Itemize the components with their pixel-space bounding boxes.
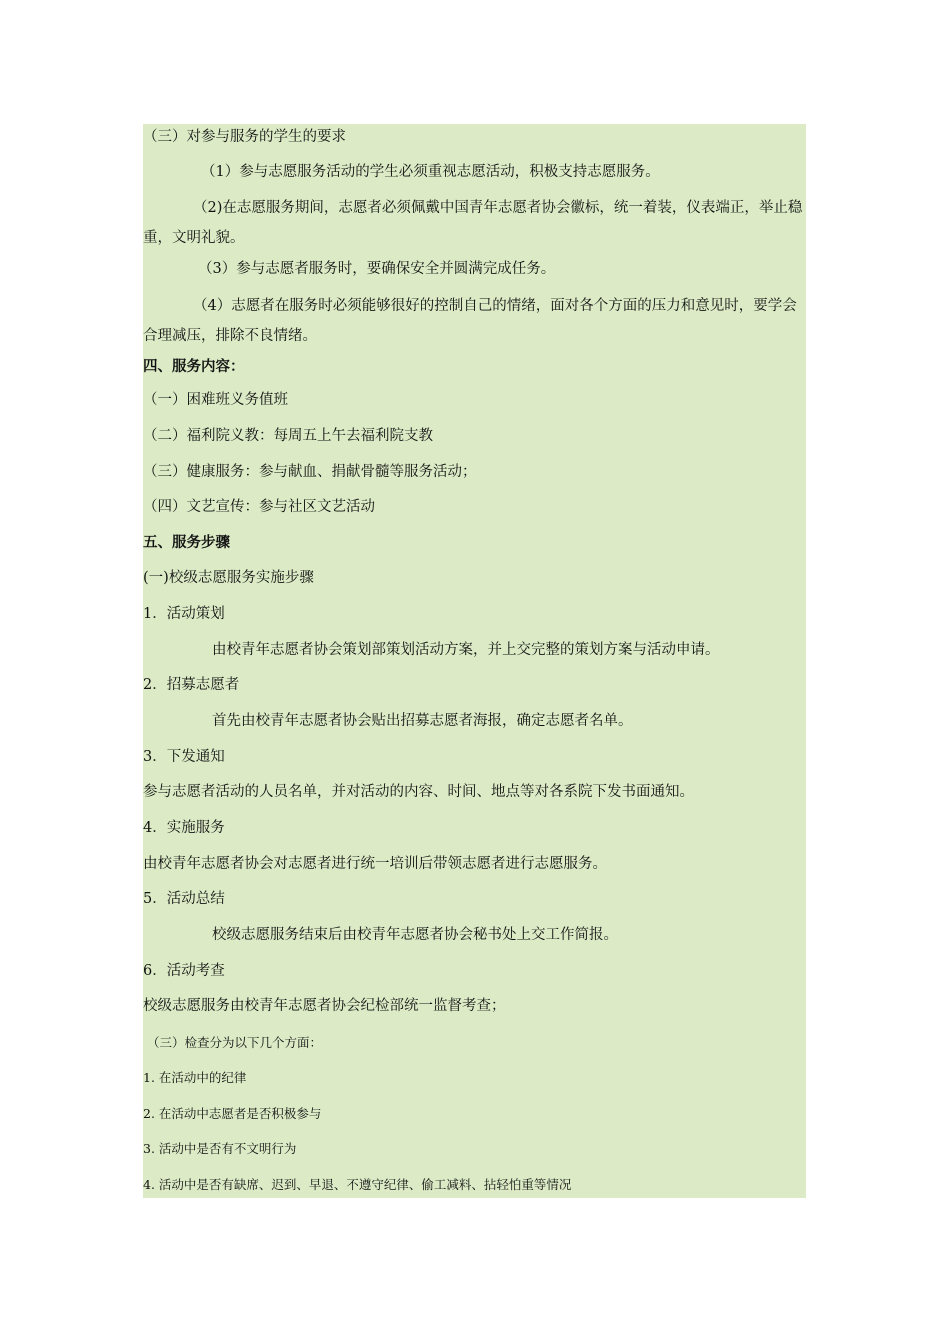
inspection-item: 3. 活动中是否有不文明行为 — [143, 1141, 297, 1156]
step-text: 由校青年志愿者协会对志愿者进行统一培训后带领志愿者进行志愿服务。 — [143, 856, 607, 872]
step-text: 首先由校青年志愿者协会贴出招募志愿者海报，确定志愿者名单。 — [212, 713, 633, 729]
inspection-heading: （三）检查分为以下几个方面： — [147, 1035, 323, 1050]
inspection-item: 2. 在活动中志愿者是否积极参与 — [143, 1106, 322, 1121]
requirement-item: （3）参与志愿者服务时，要确保安全并圆满完成任务。 — [198, 261, 556, 277]
step-title: 3．下发通知 — [143, 749, 225, 765]
steps-heading: 五、服务步骤 — [143, 534, 230, 551]
step-title: 2．招募志愿者 — [143, 677, 240, 693]
step-text: 参与志愿者活动的人员名单，并对活动的内容、时间、地点等对各系院下发书面通知。 — [143, 784, 694, 800]
step-text: 校级志愿服务结束后由校青年志愿者协会秘书处上交工作简报。 — [212, 927, 618, 943]
step-text: 由校青年志愿者协会策划部策划活动方案，并上交完整的策划方案与活动申请。 — [212, 642, 720, 658]
step-title: 4．实施服务 — [143, 820, 225, 836]
content-heading: 四、服务内容： — [143, 358, 245, 375]
requirements-heading: （三）对参与服务的学生的要求 — [143, 129, 346, 145]
requirement-item: （4）志愿者在服务时必须能够很好的控制自己的情绪，面对各个方面的压力和意见时，要学会合理减压，排除不良情绪。 — [143, 298, 797, 344]
inspection-item: 1. 在活动中的纪律 — [143, 1070, 247, 1085]
step-title: 1．活动策划 — [143, 606, 225, 622]
content-item: （二）福利院义教：每周五上午去福利院支教 — [143, 428, 433, 444]
step-title: 6．活动考查 — [143, 963, 225, 979]
content-item: （四）文艺宣传：参与社区文艺活动 — [143, 499, 375, 515]
content-item: （一）困难班义务值班 — [143, 392, 288, 408]
steps-subheading: (一)校级志愿服务实施步骤 — [143, 570, 314, 586]
document-body — [143, 124, 806, 1198]
requirement-item: （2)在志愿服务期间，志愿者必须佩戴中国青年志愿者协会徽标，统一着装，仪表端正，举止稳重，文明礼貌。 — [143, 200, 803, 246]
requirement-item: （1）参与志愿服务活动的学生必须重视志愿活动，积极支持志愿服务。 — [201, 164, 660, 180]
step-text: 校级志愿服务由校青年志愿者协会纪检部统一监督考查； — [143, 998, 506, 1014]
content-item: （三）健康服务：参与献血、捐献骨髓等服务活动； — [143, 464, 477, 480]
step-title: 5．活动总结 — [143, 891, 225, 907]
inspection-item: 4. 活动中是否有缺席、迟到、早退、不遵守纪律、偷工减料、拈轻怕重等情况 — [143, 1177, 572, 1192]
